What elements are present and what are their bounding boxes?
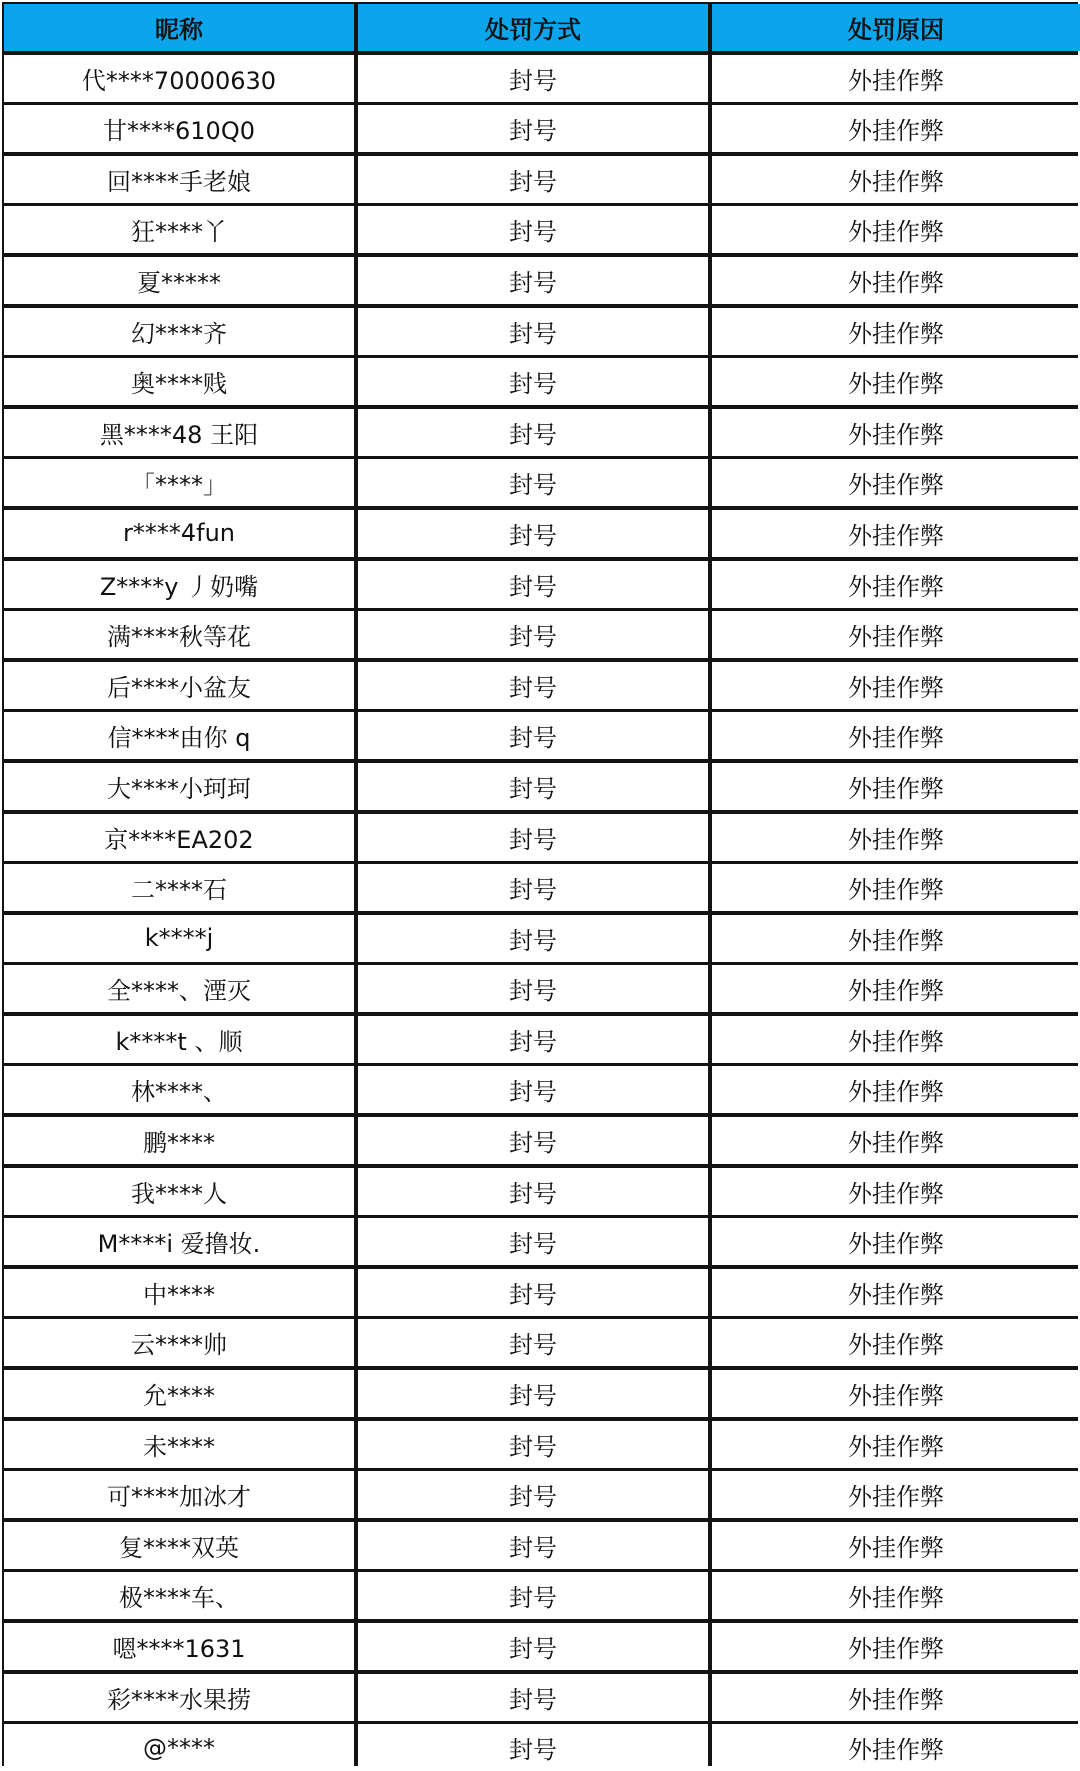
cell-method: 封号	[358, 915, 708, 962]
cell-nickname: 京****EA202	[4, 814, 354, 861]
cell-nickname: M****i 爱撸妆.	[4, 1218, 354, 1265]
cell-reason: 外挂作弊	[712, 257, 1080, 304]
cell-method: 封号	[358, 55, 708, 102]
cell-reason: 外挂作弊	[712, 864, 1080, 911]
cell-method: 封号	[358, 1471, 708, 1518]
header-method: 处罚方式	[358, 4, 708, 51]
cell-method: 封号	[358, 1724, 708, 1771]
cell-nickname: k****t 、顺	[4, 1016, 354, 1063]
cell-nickname: @****	[4, 1724, 354, 1771]
cell-reason: 外挂作弊	[712, 662, 1080, 709]
cell-reason: 外挂作弊	[712, 409, 1080, 456]
cell-method: 封号	[358, 1066, 708, 1113]
cell-reason: 外挂作弊	[712, 915, 1080, 962]
cell-nickname: 大****小珂珂	[4, 763, 354, 810]
cell-reason: 外挂作弊	[712, 156, 1080, 203]
cell-nickname: 彩****水果捞	[4, 1674, 354, 1721]
cell-reason: 外挂作弊	[712, 561, 1080, 608]
cell-nickname: 奥****贱	[4, 358, 354, 405]
cell-reason: 外挂作弊	[712, 1572, 1080, 1619]
cell-reason: 外挂作弊	[712, 510, 1080, 557]
cell-nickname: 鹏****	[4, 1117, 354, 1164]
cell-method: 封号	[358, 1370, 708, 1417]
cell-reason: 外挂作弊	[712, 712, 1080, 759]
cell-reason: 外挂作弊	[712, 1319, 1080, 1366]
cell-nickname: 云****帅	[4, 1319, 354, 1366]
header-nickname: 昵称	[4, 4, 354, 51]
punishment-table	[2, 2, 1078, 1766]
cell-method: 封号	[358, 712, 708, 759]
cell-nickname: 后****小盆友	[4, 662, 354, 709]
cell-method: 封号	[358, 257, 708, 304]
cell-nickname: k****j	[4, 915, 354, 962]
cell-method: 封号	[358, 156, 708, 203]
cell-method: 封号	[358, 1218, 708, 1265]
cell-method: 封号	[358, 1117, 708, 1164]
cell-method: 封号	[358, 1522, 708, 1569]
header-reason: 处罚原因	[712, 4, 1080, 51]
cell-nickname: 全****、湮灭	[4, 965, 354, 1012]
cell-nickname: 中****	[4, 1269, 354, 1316]
cell-reason: 外挂作弊	[712, 611, 1080, 658]
cell-reason: 外挂作弊	[712, 1471, 1080, 1518]
cell-nickname: 甘****610Q0	[4, 105, 354, 152]
cell-method: 封号	[358, 206, 708, 253]
cell-nickname: 可****加冰才	[4, 1471, 354, 1518]
cell-reason: 外挂作弊	[712, 1117, 1080, 1164]
cell-nickname: 黑****48 王阳	[4, 409, 354, 456]
cell-reason: 外挂作弊	[712, 105, 1080, 152]
cell-nickname: 狂****丫	[4, 206, 354, 253]
cell-method: 封号	[358, 965, 708, 1012]
cell-nickname: 未****	[4, 1421, 354, 1468]
cell-method: 封号	[358, 1016, 708, 1063]
cell-reason: 外挂作弊	[712, 1168, 1080, 1215]
cell-method: 封号	[358, 1572, 708, 1619]
cell-method: 封号	[358, 1623, 708, 1670]
cell-method: 封号	[358, 1269, 708, 1316]
cell-method: 封号	[358, 1421, 708, 1468]
cell-reason: 外挂作弊	[712, 459, 1080, 506]
cell-reason: 外挂作弊	[712, 1623, 1080, 1670]
cell-nickname: 代****70000630	[4, 55, 354, 102]
cell-method: 封号	[358, 459, 708, 506]
cell-nickname: 嗯****1631	[4, 1623, 354, 1670]
cell-reason: 外挂作弊	[712, 1724, 1080, 1771]
cell-nickname: 回****手老娘	[4, 156, 354, 203]
cell-nickname: 复****双英	[4, 1522, 354, 1569]
cell-method: 封号	[358, 358, 708, 405]
cell-method: 封号	[358, 864, 708, 911]
cell-reason: 外挂作弊	[712, 965, 1080, 1012]
cell-nickname: 允****	[4, 1370, 354, 1417]
cell-reason: 外挂作弊	[712, 1066, 1080, 1113]
cell-reason: 外挂作弊	[712, 763, 1080, 810]
cell-nickname: 信****由你 q	[4, 712, 354, 759]
cell-reason: 外挂作弊	[712, 1522, 1080, 1569]
cell-nickname: Z****y 丿奶嘴	[4, 561, 354, 608]
cell-method: 封号	[358, 561, 708, 608]
cell-nickname: r****4fun	[4, 510, 354, 557]
cell-reason: 外挂作弊	[712, 308, 1080, 355]
cell-method: 封号	[358, 105, 708, 152]
cell-method: 封号	[358, 510, 708, 557]
cell-reason: 外挂作弊	[712, 1370, 1080, 1417]
cell-method: 封号	[358, 1319, 708, 1366]
cell-reason: 外挂作弊	[712, 358, 1080, 405]
cell-method: 封号	[358, 308, 708, 355]
cell-nickname: 「****」	[4, 459, 354, 506]
cell-reason: 外挂作弊	[712, 1218, 1080, 1265]
cell-reason: 外挂作弊	[712, 1016, 1080, 1063]
cell-nickname: 满****秋等花	[4, 611, 354, 658]
cell-reason: 外挂作弊	[712, 55, 1080, 102]
cell-method: 封号	[358, 409, 708, 456]
cell-nickname: 我****人	[4, 1168, 354, 1215]
cell-nickname: 夏*****	[4, 257, 354, 304]
cell-reason: 外挂作弊	[712, 1421, 1080, 1468]
cell-nickname: 极****车、	[4, 1572, 354, 1619]
cell-method: 封号	[358, 662, 708, 709]
cell-method: 封号	[358, 1674, 708, 1721]
cell-nickname: 幻****齐	[4, 308, 354, 355]
cell-nickname: 林****、	[4, 1066, 354, 1113]
cell-method: 封号	[358, 1168, 708, 1215]
cell-reason: 外挂作弊	[712, 1674, 1080, 1721]
cell-reason: 外挂作弊	[712, 814, 1080, 861]
cell-method: 封号	[358, 814, 708, 861]
cell-reason: 外挂作弊	[712, 1269, 1080, 1316]
cell-method: 封号	[358, 611, 708, 658]
cell-reason: 外挂作弊	[712, 206, 1080, 253]
cell-method: 封号	[358, 763, 708, 810]
cell-nickname: 二****石	[4, 864, 354, 911]
